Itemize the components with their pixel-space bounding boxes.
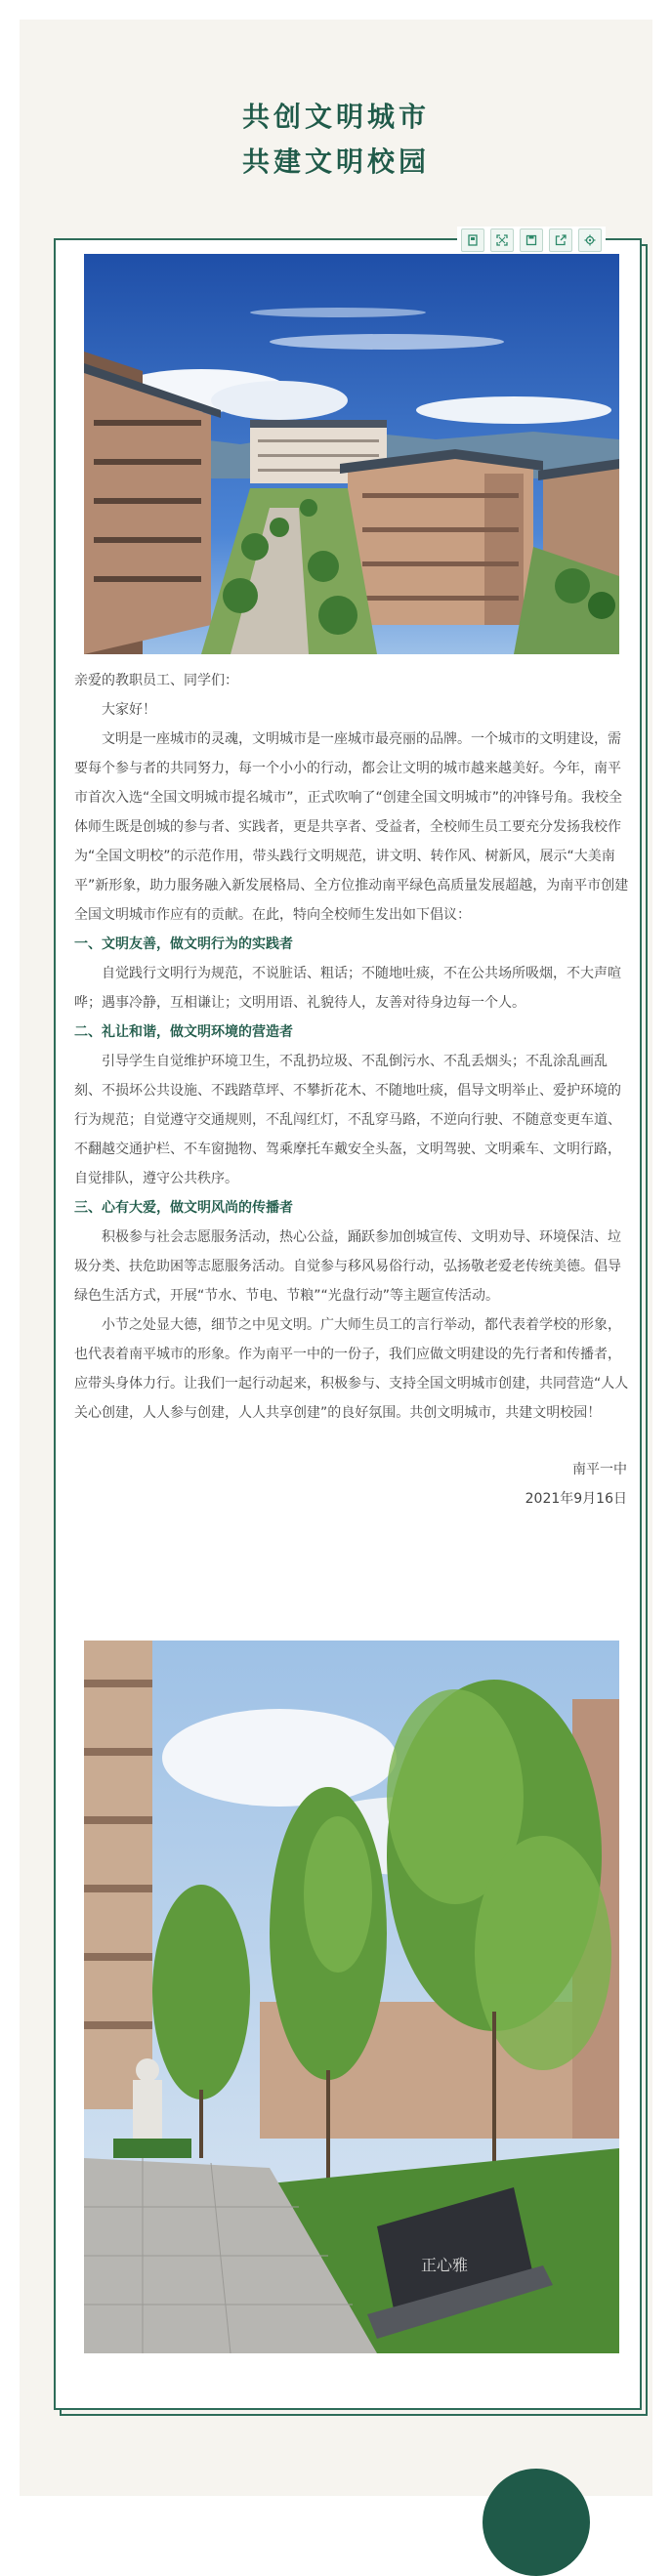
page-title-line1: 共创文明城市 <box>241 101 430 133</box>
section2-heading: 二、礼让和谐，做文明环境的营造者 <box>74 1024 293 1040</box>
closing-paragraph: 小节之处显大德，细节之中见文明。广大师生员工的言行举动，都代表着学校的形象，也代表着南平城市的形象。作为南平一中的一份子，我们应做文明建设的先行者和传播者，应带头身体力行。让我们一起行动起来，积极参与、支持全国文明城市创建，共同营造“人人关心创建，人人参与创建，人人共享创建”的良好氛围。共创文明城市，共建文明校园！ <box>74 1317 629 1421</box>
image-toolbar <box>457 227 606 254</box>
signature: 南平一中 <box>572 1462 627 1477</box>
bookmark-icon[interactable] <box>461 229 484 252</box>
section1-heading: 一、文明友善，做文明行为的实践者 <box>74 936 293 952</box>
settings-icon[interactable] <box>578 229 602 252</box>
campus-garden-photo <box>84 1641 619 2353</box>
intro-paragraph: 文明是一座城市的灵魂，文明城市是一座城市最亮丽的品牌。一个城市的文明建设，需要每个参与者的共同努力，每一个小小的行动，都会让文明的城市越来越美好。今年，南平市首次入选“全国文明城市提名城市”，正式吹响了“创建全国文明城市”的冲锋号角。我校全体师生既是创城的参与者、实践者，更是共享者、受益者，全校师生员工要充分发扬我校作为“全国文明校”的示范作用，带头践行文明规范，讲文明、转作风、树新风，展示“大美南平”新形象，助力服务融入新发展格局、全方位推动南平绿色高质量发展超越，为南平市创建全国文明城市作应有的贡献。在此，特向全校师生发出如下倡议： <box>74 731 629 923</box>
section3-paragraph: 积极参与社会志愿服务活动，热心公益，踊跃参加创城宣传、文明劝导、环境保洁、垃圾分类、扶危助困等志愿服务活动。自觉参与移风易俗行动，弘扬敬老爱老传统美德。倡导绿色生活方式，开展“节水、节电、节粮”“光盘行动”等主题宣传活动。 <box>74 1229 621 1304</box>
campus-buildings-photo <box>84 254 619 654</box>
date: 2021年9月16日 <box>525 1491 627 1507</box>
section2-paragraph: 引导学生自觉维护环境卫生，不乱扔垃圾、不乱倒污水、不乱丢烟头；不乱涂乱画乱刻、不损坏公共设施、不践踏草坪、不攀折花木、不随地吐痰，倡导文明举止、爱护环境的行为规范；自觉遵守交通规则，不乱闯红灯，不乱穿马路，不逆向行驶、不随意变更车道、不翻越交通护栏、不车窗抛物、驾乘摩托车戴安全头盔，文明驾驶、文明乘车、文明行路，自觉排队，遵守公共秩序。 <box>74 1054 621 1186</box>
save-icon[interactable] <box>520 229 543 252</box>
article-body <box>74 666 631 1514</box>
bottom-decoration-circle <box>483 2469 590 2576</box>
section3-heading: 三、心有大爱，做文明风尚的传播者 <box>74 1200 293 1216</box>
section1-paragraph: 自觉践行文明行为规范，不说脏话、粗话；不随地吐痰，不在公共场所吸烟，不大声喧哗；遇事冷静，互相谦让；文明用语、礼貌待人，友善对待身边每一个人。 <box>74 966 621 1011</box>
page-title-line2: 共建文明校园 <box>241 145 430 178</box>
expand-icon[interactable] <box>490 229 514 252</box>
salutation: 大家好！ <box>102 702 156 718</box>
share-icon[interactable] <box>549 229 572 252</box>
greeting: 亲爱的教职员工、同学们： <box>74 673 238 688</box>
stone-sign-text: 正心雅 <box>421 2256 469 2274</box>
